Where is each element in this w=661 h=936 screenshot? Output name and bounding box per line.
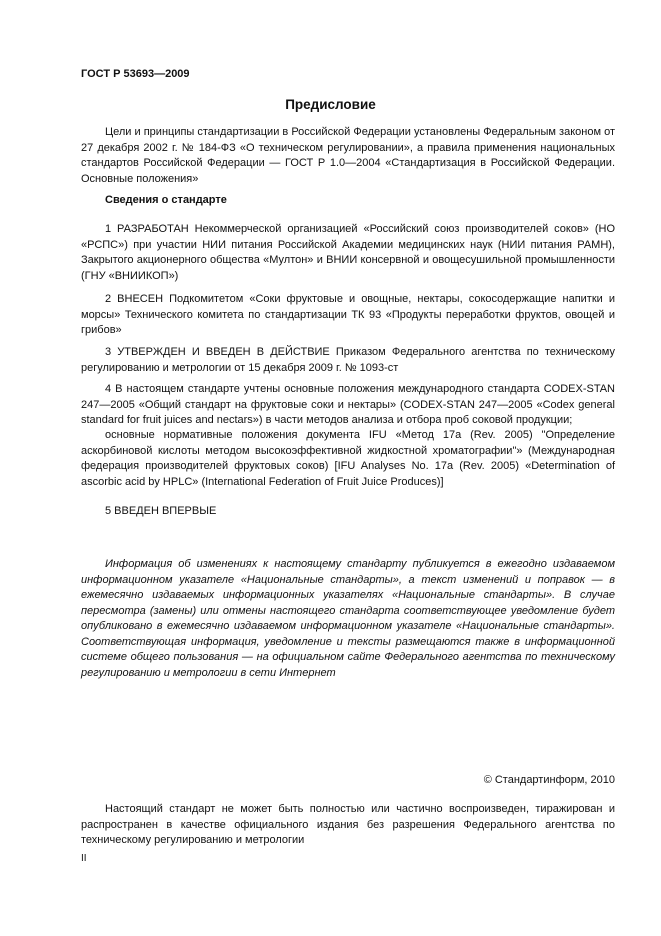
intro-paragraph: Цели и принципы стандартизации в Российской Федерации установлены Федеральным законом от 27 декабря 2002 г. № 184-ФЗ «О техническом регулировании», а правила применения национальных стандартов Российской Федерации — ГОСТ Р 1.0—2004 «Стандартизация в Российской Федерации. Основные положения» [81,126,615,185]
item-2-paragraph: 2 ВНЕСЕН Подкомитетом «Соки фруктовые и овощные, нектары, сокосодержащие напитки и морсы» Технического комитета по стандартизации ТК 93 «Продукты переработки фруктов, овощей и грибов» [81,293,615,336]
standard-number: ГОСТ Р 53693—2009 [81,68,190,80]
copyright-line: © Стандартинформ, 2010 [483,774,615,786]
page-number: II [81,853,87,864]
item-3-paragraph: 3 УТВЕРЖДЕН И ВВЕДЕН В ДЕЙСТВИЕ Приказом Федерального агентства по техническому регулированию и метрологии от 15 декабря 2009 г. № 1093-ст [81,346,615,374]
info-notice: Информация об изменениях к настоящему стандарту публикуется в ежегодно издаваемом информационном указателе «Национальные стандарты», а текст изменений и поправок — в ежемесячно издаваемых информационных указателях «Национальные стандарты». В случае пересмотра (замены) или отмены настоящего стандарта соответствующее уведомление будет опубликовано в ежемесячно издаваемом информационном указателе «Национальные стандарты». Соответствующая информация, уведомление и тексты размещаются также в информационной системе общего пользования — на официальном сайте Федерального агентства по техническому регулированию и метрологии в сети Интернет [81,558,615,679]
item-4-paragraph: 4 В настоящем стандарте учтены основные положения международного стандарта CODEX-STAN 247—2005 «Общий стандарт на фруктовые соки и нектары» (CODEX-STAN 247—2005 «Codex general standard for fruit juices and nectars») в части методов анализа и отбора проб соковой продукции; [81,383,615,426]
item-4-continuation: основные нормативные положения документа IFU «Метод 17a (Rev. 2005) "Определение аскорбиновой кислоты методом высокоэффективной жидкостной хроматографии"» (Международная федерация производителей фруктовых соков) [IFU Analyses No. 17a (Rev. 2005) «Determination of ascorbic acid by HPLC» (International Federation of Fruit Juice Produces)] [81,429,615,488]
about-heading: Сведения о стандарте [105,194,227,206]
item-5-paragraph: 5 ВВЕДЕН ВПЕРВЫЕ [105,505,217,517]
reproduction-notice: Настоящий стандарт не может быть полностью или частично воспроизведен, тиражирован и распространен в качестве официального издания без разрешения Федерального агентства по техническому регулированию и метрологии [81,803,615,846]
page-title: Предисловие [285,97,376,112]
item-1-paragraph: 1 РАЗРАБОТАН Некоммерческой организацией «Российский союз производителей соков» (НО «РСПС») при участии НИИ питания Российской Академии медицинских наук (НИИ питания РАМН), Закрытого акционерного общества «Мултон» и ВНИИ консервной и овощесушильной промышленности (ГНУ «ВНИИКОП») [81,223,615,282]
